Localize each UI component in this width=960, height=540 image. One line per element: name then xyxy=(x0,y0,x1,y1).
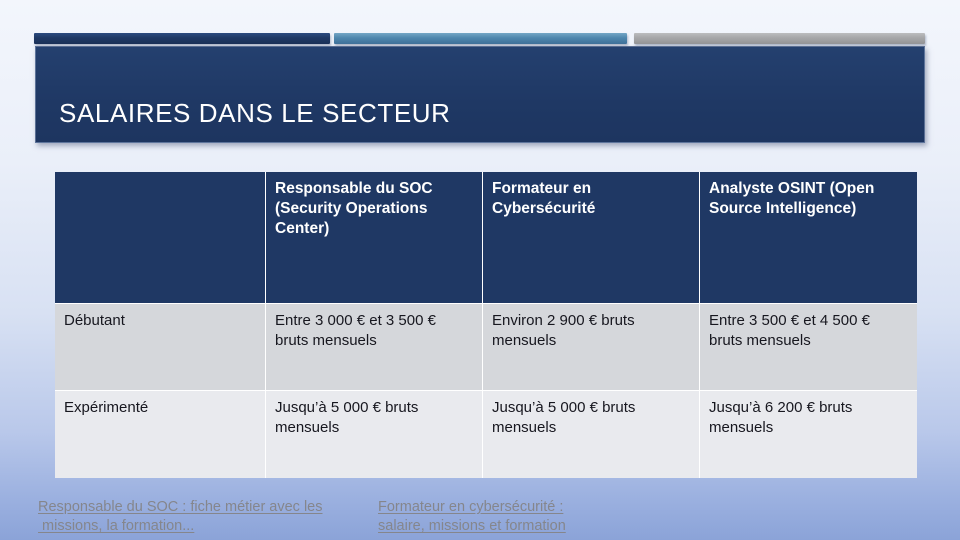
salary-table xyxy=(55,172,917,478)
accent-bar-gray xyxy=(634,33,925,44)
cell-experimente-formateur: Jusqu’à 5 000 € bruts mensuels xyxy=(483,391,700,478)
row-label-experimente: Expérimenté xyxy=(55,391,266,478)
column-header-formateur: Formateur en Cybersécurité xyxy=(483,172,700,304)
table-row-debutant xyxy=(55,304,917,391)
link-line: Formateur en cybersécurité : xyxy=(378,499,564,515)
slide-title: SALAIRES DANS LE SECTEUR xyxy=(59,98,451,128)
table-header-row xyxy=(55,172,917,304)
table-row-experimente xyxy=(55,391,917,478)
accent-bar-blue xyxy=(334,33,627,44)
link-line: Responsable du SOC : fiche métier avec les xyxy=(38,499,323,515)
cell-experimente-osint: Jusqu’à 6 200 € bruts mensuels xyxy=(700,391,917,478)
row-label-debutant: Débutant xyxy=(55,304,266,391)
link-line: missions, la formation... xyxy=(38,518,195,534)
link-formateur-cybersecurite[interactable] xyxy=(378,498,566,536)
column-header-analyste-osint: Analyste OSINT (Open Source Intelligence) xyxy=(700,172,917,304)
accent-bar-navy xyxy=(34,33,330,44)
cell-debutant-formateur: Environ 2 900 € bruts mensuels xyxy=(483,304,700,391)
link-responsable-soc-fiche-metier[interactable] xyxy=(38,498,323,536)
cell-debutant-osint: Entre 3 500 € et 4 500 € bruts mensuels xyxy=(700,304,917,391)
column-header-empty xyxy=(55,172,266,304)
slide-title-block xyxy=(35,46,925,143)
cell-debutant-soc: Entre 3 000 € et 3 500 € bruts mensuels xyxy=(266,304,483,391)
link-line: salaire, missions et formation xyxy=(378,518,566,534)
column-header-responsable-soc: Responsable du SOC (Security Operations Center) xyxy=(266,172,483,304)
cell-experimente-soc: Jusqu’à 5 000 € bruts mensuels xyxy=(266,391,483,478)
